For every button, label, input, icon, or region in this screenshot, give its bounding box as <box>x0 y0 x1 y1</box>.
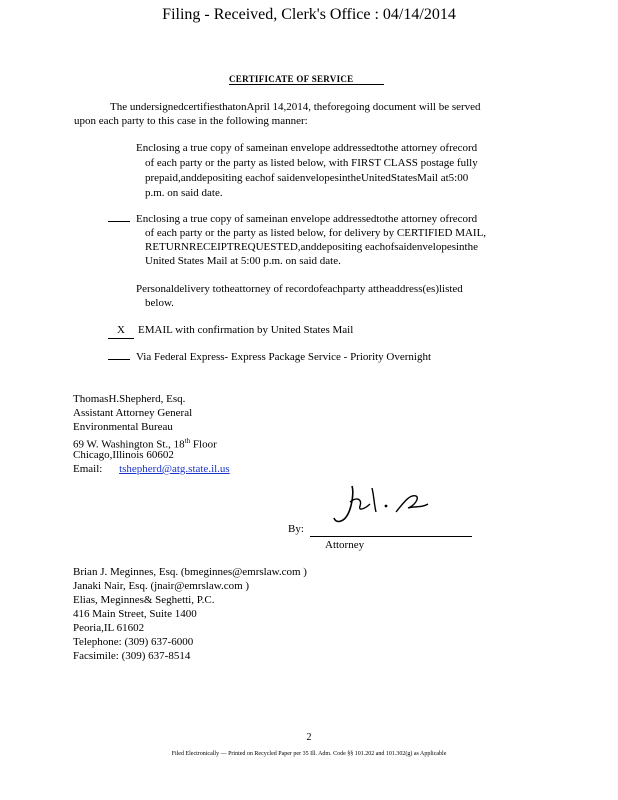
certified-line-3: RETURNRECEIPTREQUESTED,anddepositing eachofsaidenvelopesinthe <box>145 241 478 253</box>
sender-title: Assistant Attorney General <box>73 407 193 419</box>
certified-blank <box>108 212 130 222</box>
page-footer: Filed Electronically — Printed on Recycled Paper per 35 Ill. Adm. Code §§ 101.202 and 101.302(g) as Applicable <box>171 751 447 757</box>
signature-line <box>310 536 472 537</box>
sender-email-label: Email: <box>73 463 103 475</box>
certified-line-2: of each party or the party as listed below, for delivery by CERTIFIED MAIL, <box>145 227 487 239</box>
certified-line-4: United States Mail at 5:00 p.m. on said date. <box>145 255 341 267</box>
signature-role: Attorney <box>325 539 365 551</box>
email-option <box>108 323 353 339</box>
sender-address-sup: th <box>184 437 191 445</box>
recipient-line: Janaki Nair, Esq. (jnair@emrslaw.com ) <box>73 580 250 592</box>
first-class-line-4: p.m. on said date. <box>145 187 223 199</box>
recipient-line: Telephone: (309) 637-6000 <box>73 636 194 648</box>
recipient-line: Facsimile: (309) 637-8514 <box>73 650 191 662</box>
fedex-option-label: Via Federal Express- Express Package Service - Priority Overnight <box>136 351 432 363</box>
fedex-option <box>108 350 431 365</box>
personal-line-2: below. <box>145 297 174 309</box>
page-number: 2 <box>306 732 312 743</box>
sender-city: Chicago,Illinois 60602 <box>73 449 174 461</box>
recipient-line: 416 Main Street, Suite 1400 <box>73 608 197 620</box>
signature-by-label: By: <box>288 523 304 535</box>
recipient-line: Peoria,IL 61602 <box>73 622 145 634</box>
recipient-line: Elias, Meginnes& Seghetti, P.C. <box>73 594 215 606</box>
email-mark: X <box>108 323 134 339</box>
personal-line-1: Personaldelivery totheattorney of recordofeachparty attheaddress(es)listed <box>136 283 463 295</box>
first-class-line-1: Enclosing a true copy of sameinan envelope addressedtothe attorney ofrecord <box>136 142 478 154</box>
certified-option <box>108 212 477 227</box>
email-option-label: EMAIL with confirmation by United States Mail <box>138 324 354 336</box>
sender-bureau: Environmental Bureau <box>73 421 173 433</box>
certified-line-1: Enclosing a true copy of sameinan envelope addressedtothe attorney ofrecord <box>136 213 478 225</box>
signature-image <box>330 482 440 530</box>
fedex-blank <box>108 350 130 360</box>
sender-address-floor: Floor <box>190 438 217 451</box>
recipient-line: Brian J. Meginnes, Esq. (bmeginnes@emrslaw.com ) <box>73 566 307 578</box>
intro-line-1: The undersignedcertifiesthatonApril 14,2014, theforegoing document will be served <box>110 101 481 113</box>
document-title: CERTIFICATE OF SERVICE <box>229 74 384 85</box>
sender-address-street: 69 W. Washington St., 18 <box>73 438 185 451</box>
intro-line-2: upon each party to this case in the following manner: <box>74 115 308 127</box>
first-class-line-2: of each party or the party as listed below, with FIRST CLASS postage fully <box>145 157 478 169</box>
sender-name: ThomasH.Shepherd, Esq. <box>73 393 186 405</box>
first-class-line-3: prepaid,anddepositing eachof saidenvelopesintheUnitedStatesMail at5:00 <box>145 172 469 184</box>
sender-email-row <box>73 462 252 477</box>
sender-email-link[interactable]: tshepherd@atg.state.il.us <box>119 463 230 475</box>
filing-header: Filing - Received, Clerk's Office : 04/14/2014 <box>162 6 456 23</box>
